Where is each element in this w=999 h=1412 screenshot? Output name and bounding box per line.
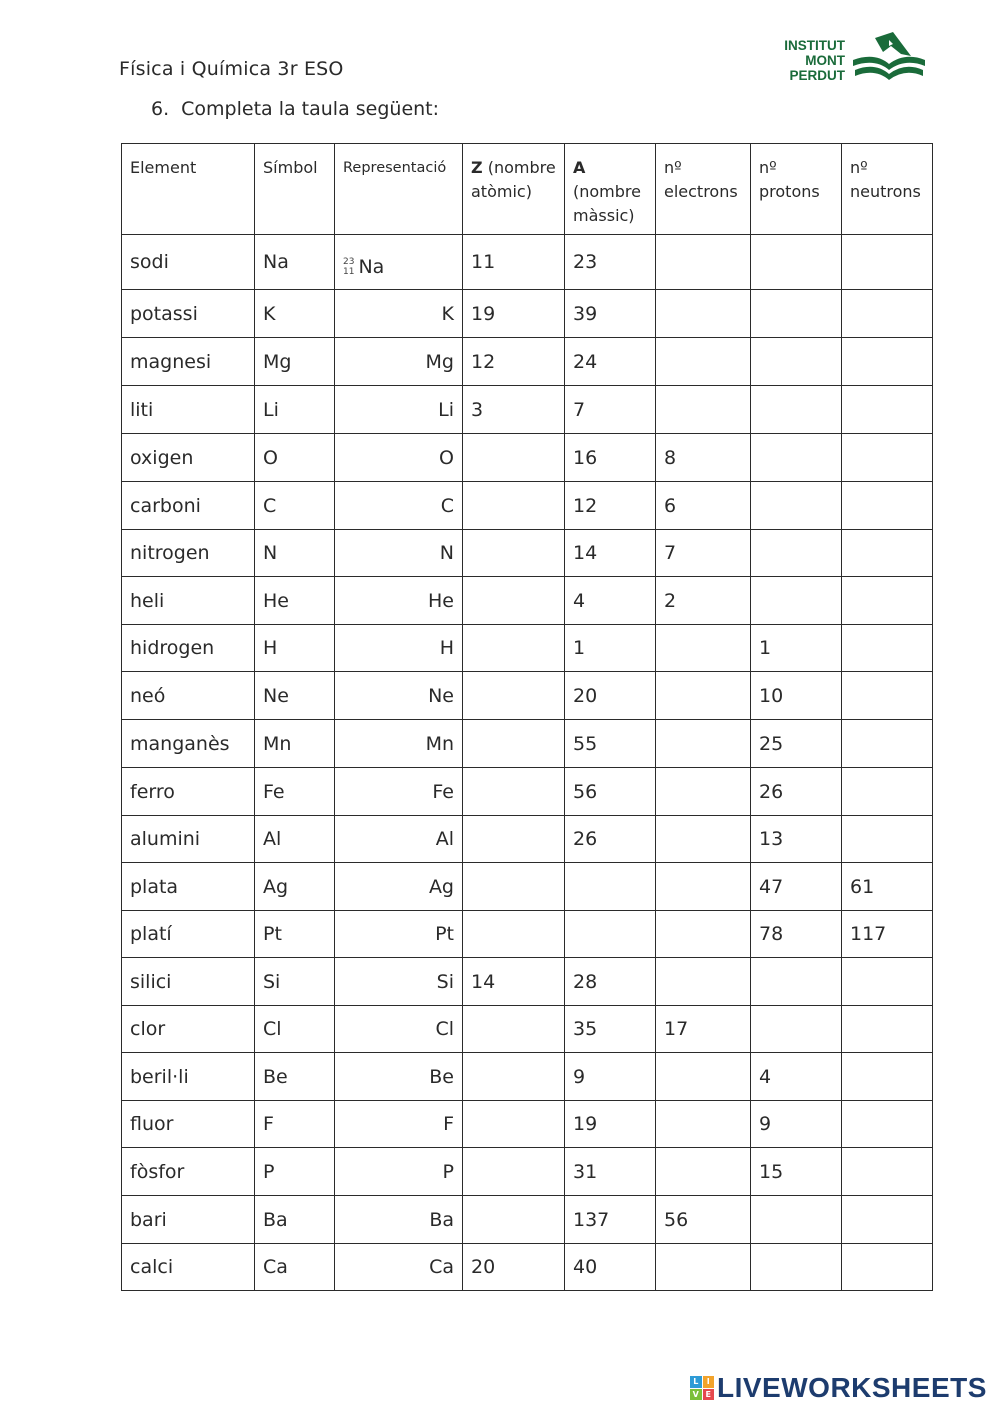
header-element: Element	[122, 144, 255, 235]
cell-neutrons	[842, 482, 933, 530]
table-row	[122, 958, 933, 1006]
table-row	[122, 768, 933, 816]
cell-representation: Si	[335, 958, 463, 1006]
cell-electrons	[656, 235, 751, 290]
cell-a: 16	[565, 434, 656, 482]
table-row	[122, 434, 933, 482]
cell-a: 20	[565, 672, 656, 720]
cell-z	[463, 1053, 565, 1101]
cell-a: 12	[565, 482, 656, 530]
cell-a	[565, 911, 656, 958]
table-row	[122, 672, 933, 720]
cell-neutrons: 117	[842, 911, 933, 958]
cell-symbol: Ba	[255, 1196, 335, 1244]
cell-representation: Mn	[335, 720, 463, 768]
cell-neutrons	[842, 577, 933, 625]
cell-a: 4	[565, 577, 656, 625]
cell-symbol: Pt	[255, 911, 335, 958]
cell-element: nitrogen	[122, 530, 255, 577]
header-a: A (nombre màssic)	[565, 144, 656, 235]
cell-neutrons	[842, 958, 933, 1006]
cell-representation: C	[335, 482, 463, 530]
table-header-row	[122, 144, 933, 235]
cell-element: magnesi	[122, 338, 255, 386]
cell-protons	[751, 1244, 842, 1291]
cell-element: silici	[122, 958, 255, 1006]
cell-element: heli	[122, 577, 255, 625]
cell-representation: Ag	[335, 863, 463, 911]
cell-neutrons	[842, 720, 933, 768]
table-row	[122, 482, 933, 530]
cell-representation: Li	[335, 386, 463, 434]
cell-symbol: Ne	[255, 672, 335, 720]
cell-z	[463, 1101, 565, 1148]
cell-protons	[751, 577, 842, 625]
header-neutrons: nº neutrons	[842, 144, 933, 235]
cell-electrons	[656, 768, 751, 816]
question-number: 6.	[151, 98, 170, 120]
cell-element: carboni	[122, 482, 255, 530]
cell-neutrons	[842, 1196, 933, 1244]
cell-a: 28	[565, 958, 656, 1006]
table-row	[122, 1148, 933, 1196]
cell-protons	[751, 1006, 842, 1053]
table-row	[122, 338, 933, 386]
cell-element: bari	[122, 1196, 255, 1244]
cell-a: 26	[565, 816, 656, 863]
cell-protons	[751, 290, 842, 338]
cell-protons	[751, 1196, 842, 1244]
cell-element: sodi	[122, 235, 255, 290]
subject-title: Física i Química 3r ESO	[119, 58, 344, 80]
cell-representation: H	[335, 625, 463, 672]
cell-protons: 78	[751, 911, 842, 958]
cell-a	[565, 863, 656, 911]
header-z: Z (nombre atòmic)	[463, 144, 565, 235]
cell-electrons: 7	[656, 530, 751, 577]
cell-z	[463, 577, 565, 625]
cell-z	[463, 863, 565, 911]
cell-neutrons	[842, 338, 933, 386]
cell-neutrons	[842, 1148, 933, 1196]
cell-protons: 4	[751, 1053, 842, 1101]
cell-protons	[751, 530, 842, 577]
question-heading	[151, 98, 439, 120]
cell-element: manganès	[122, 720, 255, 768]
cell-symbol: H	[255, 625, 335, 672]
cell-electrons: 56	[656, 1196, 751, 1244]
cell-z	[463, 1148, 565, 1196]
cell-z	[463, 625, 565, 672]
cell-z: 20	[463, 1244, 565, 1291]
table-row	[122, 290, 933, 338]
cell-element: neó	[122, 672, 255, 720]
cell-electrons	[656, 1148, 751, 1196]
header-representation: Representació	[335, 144, 463, 235]
cell-z	[463, 1196, 565, 1244]
cell-symbol: Na	[255, 235, 335, 290]
cell-neutrons	[842, 386, 933, 434]
cell-representation: Mg	[335, 338, 463, 386]
cell-element: potassi	[122, 290, 255, 338]
table-row	[122, 816, 933, 863]
cell-a: 55	[565, 720, 656, 768]
cell-representation: N	[335, 530, 463, 577]
cell-a: 24	[565, 338, 656, 386]
cell-protons	[751, 958, 842, 1006]
cell-z: 11	[463, 235, 565, 290]
cell-representation: Ca	[335, 1244, 463, 1291]
cell-element: liti	[122, 386, 255, 434]
mountain-book-icon	[845, 30, 925, 92]
cell-a: 31	[565, 1148, 656, 1196]
cell-z	[463, 720, 565, 768]
cell-neutrons	[842, 1053, 933, 1101]
cell-electrons	[656, 911, 751, 958]
cell-element: fluor	[122, 1101, 255, 1148]
cell-representation	[335, 235, 463, 290]
cell-a: 9	[565, 1053, 656, 1101]
table-row	[122, 386, 933, 434]
cell-symbol: F	[255, 1101, 335, 1148]
cell-a: 19	[565, 1101, 656, 1148]
cell-representation: Al	[335, 816, 463, 863]
logo-text: INSTITUT MONT PERDUT	[784, 38, 845, 83]
cell-a: 137	[565, 1196, 656, 1244]
cell-neutrons: 61	[842, 863, 933, 911]
cell-representation: K	[335, 290, 463, 338]
cell-protons: 15	[751, 1148, 842, 1196]
cell-neutrons	[842, 768, 933, 816]
table-row	[122, 1196, 933, 1244]
cell-a: 40	[565, 1244, 656, 1291]
cell-representation: Ne	[335, 672, 463, 720]
table-row	[122, 577, 933, 625]
cell-symbol: Ag	[255, 863, 335, 911]
cell-representation: Fe	[335, 768, 463, 816]
cell-protons: 26	[751, 768, 842, 816]
cell-symbol: P	[255, 1148, 335, 1196]
cell-protons	[751, 338, 842, 386]
cell-symbol: Ca	[255, 1244, 335, 1291]
cell-protons: 25	[751, 720, 842, 768]
table-row	[122, 720, 933, 768]
cell-neutrons	[842, 235, 933, 290]
atoms-table	[121, 143, 933, 1291]
cell-symbol: Li	[255, 386, 335, 434]
cell-representation: Be	[335, 1053, 463, 1101]
cell-a: 14	[565, 530, 656, 577]
cell-z: 3	[463, 386, 565, 434]
cell-symbol: C	[255, 482, 335, 530]
cell-element: beril·li	[122, 1053, 255, 1101]
cell-electrons	[656, 290, 751, 338]
cell-symbol: Cl	[255, 1006, 335, 1053]
cell-electrons: 2	[656, 577, 751, 625]
cell-protons: 10	[751, 672, 842, 720]
cell-electrons	[656, 1244, 751, 1291]
table-row	[122, 530, 933, 577]
table-row	[122, 863, 933, 911]
cell-z	[463, 768, 565, 816]
cell-electrons: 6	[656, 482, 751, 530]
cell-z	[463, 672, 565, 720]
cell-neutrons	[842, 1244, 933, 1291]
cell-protons: 9	[751, 1101, 842, 1148]
cell-neutrons	[842, 530, 933, 577]
cell-a: 39	[565, 290, 656, 338]
cell-protons: 1	[751, 625, 842, 672]
cell-symbol: N	[255, 530, 335, 577]
cell-element: fòsfor	[122, 1148, 255, 1196]
cell-protons	[751, 434, 842, 482]
header-symbol: Símbol	[255, 144, 335, 235]
cell-protons	[751, 235, 842, 290]
header-electrons: nº electrons	[656, 144, 751, 235]
question-text: Completa la taula següent:	[181, 98, 440, 120]
cell-representation: Cl	[335, 1006, 463, 1053]
cell-protons: 47	[751, 863, 842, 911]
cell-electrons	[656, 1053, 751, 1101]
school-logo	[765, 30, 925, 92]
cell-element: ferro	[122, 768, 255, 816]
cell-symbol: He	[255, 577, 335, 625]
table-row	[122, 1006, 933, 1053]
cell-a: 7	[565, 386, 656, 434]
cell-electrons	[656, 816, 751, 863]
cell-z	[463, 911, 565, 958]
cell-protons	[751, 386, 842, 434]
brand-name: LIVEWORKSHEETS	[717, 1372, 987, 1403]
cell-element: platí	[122, 911, 255, 958]
cell-neutrons	[842, 672, 933, 720]
cell-symbol: Fe	[255, 768, 335, 816]
cell-element: plata	[122, 863, 255, 911]
cell-neutrons	[842, 1101, 933, 1148]
cell-electrons	[656, 863, 751, 911]
cell-electrons	[656, 338, 751, 386]
cell-symbol: K	[255, 290, 335, 338]
cell-representation: Ba	[335, 1196, 463, 1244]
table-row	[122, 1244, 933, 1291]
cell-electrons	[656, 672, 751, 720]
cell-element: alumini	[122, 816, 255, 863]
cell-z	[463, 1006, 565, 1053]
table-row	[122, 911, 933, 958]
cell-z	[463, 434, 565, 482]
cell-element: hidrogen	[122, 625, 255, 672]
table-row	[122, 1101, 933, 1148]
cell-z: 12	[463, 338, 565, 386]
cell-representation: O	[335, 434, 463, 482]
cell-neutrons	[842, 290, 933, 338]
table-row	[122, 235, 933, 290]
table-row	[122, 1053, 933, 1101]
cell-a: 23	[565, 235, 656, 290]
cell-symbol: Be	[255, 1053, 335, 1101]
cell-symbol: O	[255, 434, 335, 482]
liveworksheets-brand	[690, 1372, 987, 1404]
cell-electrons	[656, 958, 751, 1006]
cell-a: 1	[565, 625, 656, 672]
cell-representation: He	[335, 577, 463, 625]
cell-z	[463, 530, 565, 577]
cell-electrons	[656, 625, 751, 672]
cell-element: calci	[122, 1244, 255, 1291]
cell-neutrons	[842, 816, 933, 863]
cell-electrons	[656, 386, 751, 434]
cell-element: clor	[122, 1006, 255, 1053]
cell-element: oxigen	[122, 434, 255, 482]
cell-z: 19	[463, 290, 565, 338]
cell-a: 35	[565, 1006, 656, 1053]
cell-electrons: 8	[656, 434, 751, 482]
cell-representation: F	[335, 1101, 463, 1148]
cell-electrons: 17	[656, 1006, 751, 1053]
isotope-notation: 23 11 Na	[343, 255, 385, 278]
table-row	[122, 625, 933, 672]
cell-z: 14	[463, 958, 565, 1006]
cell-neutrons	[842, 625, 933, 672]
cell-neutrons	[842, 1006, 933, 1053]
cell-protons	[751, 482, 842, 530]
cell-symbol: Mn	[255, 720, 335, 768]
cell-protons: 13	[751, 816, 842, 863]
cell-a: 56	[565, 768, 656, 816]
liveworksheets-badge-icon: L I V E	[690, 1376, 714, 1400]
cell-representation: P	[335, 1148, 463, 1196]
cell-z	[463, 482, 565, 530]
cell-symbol: Si	[255, 958, 335, 1006]
cell-electrons	[656, 720, 751, 768]
cell-neutrons	[842, 434, 933, 482]
cell-symbol: Mg	[255, 338, 335, 386]
cell-electrons	[656, 1101, 751, 1148]
cell-z	[463, 816, 565, 863]
header-protons: nº protons	[751, 144, 842, 235]
cell-symbol: Al	[255, 816, 335, 863]
cell-representation: Pt	[335, 911, 463, 958]
